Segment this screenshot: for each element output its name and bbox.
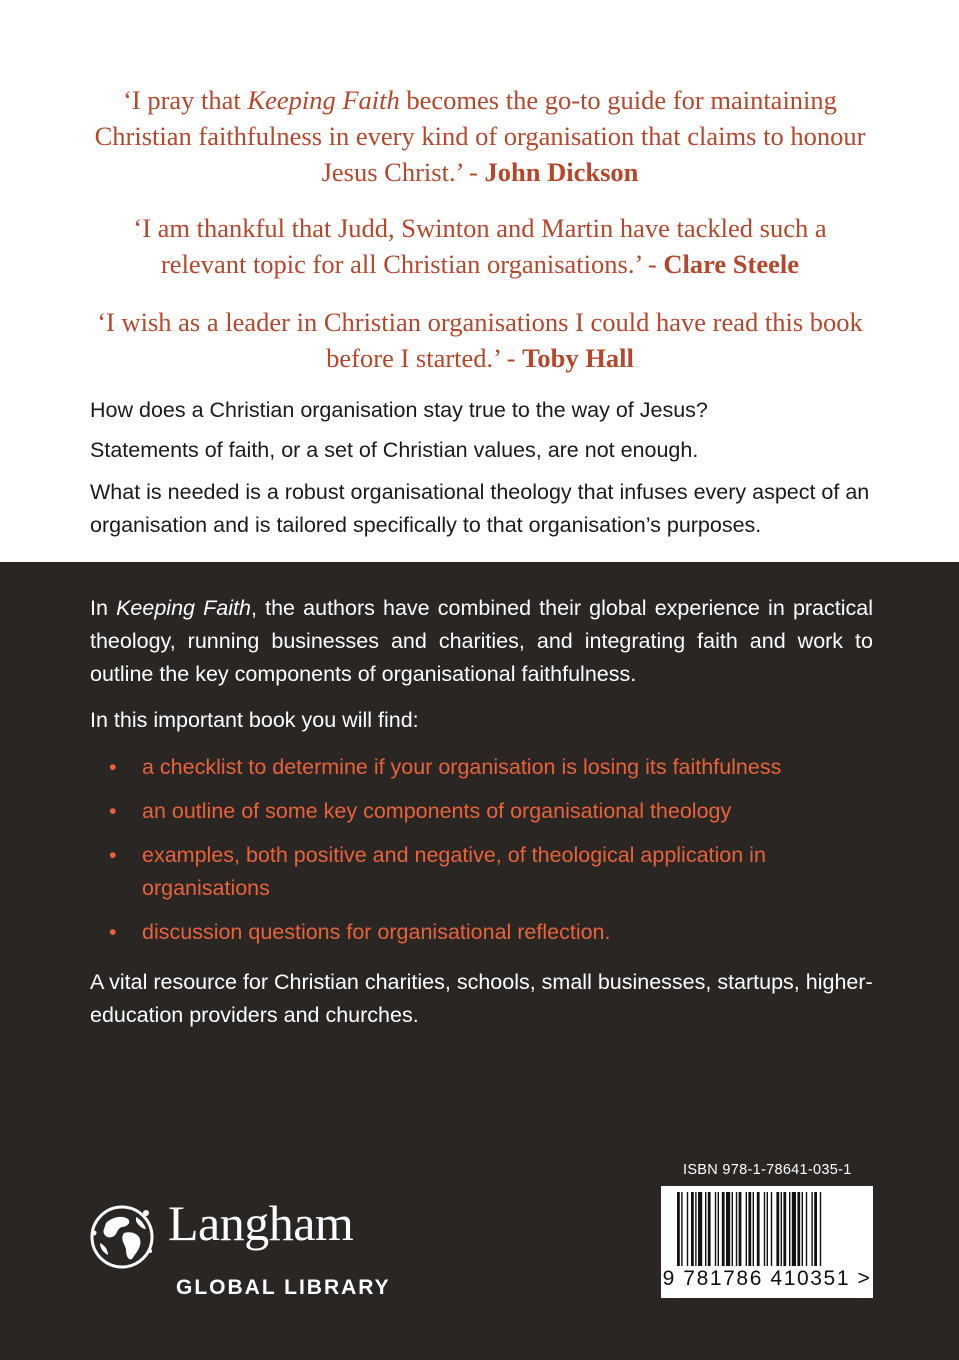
- barcode-bar: [783, 1192, 786, 1266]
- feature-list: [90, 751, 873, 960]
- barcode-bar: [726, 1192, 730, 1266]
- endorsement-quote: [90, 82, 870, 190]
- barcode-bar: [687, 1192, 688, 1266]
- list-item: [90, 916, 873, 949]
- quote-text: ‘I am thankful that Judd, Swinton and Martin have tackled such a relevant topic for all Christian organisations.’ -: [133, 213, 827, 279]
- quote-text: ‘I pray that: [123, 85, 248, 115]
- barcode-bar: [806, 1192, 807, 1266]
- quote-author: Toby Hall: [522, 343, 634, 373]
- barcode-bar: [767, 1192, 768, 1266]
- barcode-bar: [764, 1192, 765, 1266]
- publisher-logo: [88, 1195, 408, 1310]
- list-item-text: an outline of some key components of organisational theology: [142, 799, 732, 823]
- closing-paragraph: A vital resource for Christian charities, schools, small businesses, startups, higher-education providers and churches.: [90, 970, 873, 1027]
- intro-paragraph: Statements of faith, or a set of Christian values, are not enough.: [90, 438, 699, 462]
- barcode-bar: [753, 1192, 754, 1266]
- list-intro: In this important book you will find:: [90, 708, 419, 732]
- description-paragraph: [90, 592, 873, 691]
- quote-text: becomes the go-to guide for maintaining Christian faithfulness in every kind of organisation that claims to honour Jesus Christ.’ -: [94, 85, 866, 187]
- barcode-bar: [811, 1192, 812, 1266]
- barcode-bar: [797, 1192, 800, 1266]
- barcode-bar: [739, 1192, 742, 1266]
- barcode: [661, 1186, 873, 1298]
- book-title-italic: Keeping Faith: [116, 596, 251, 620]
- quote-author: Clare Steele: [663, 249, 800, 279]
- barcode-bar: [715, 1192, 716, 1266]
- barcode-bar: [802, 1192, 803, 1266]
- barcode-bar: [814, 1192, 817, 1266]
- description-text: In: [90, 596, 117, 620]
- quote-text: ‘I wish as a leader in Christian organisations I could have read this book before I started.’ -: [97, 307, 863, 373]
- barcode-bar: [695, 1192, 696, 1266]
- list-item: [90, 795, 873, 828]
- bullet-icon: •: [109, 843, 117, 867]
- barcode-bar: [705, 1192, 706, 1266]
- barcode-bar: [718, 1192, 719, 1266]
- bullet-icon: •: [109, 755, 117, 779]
- list-item-text: examples, both positive and negative, of theological application in organisations: [142, 843, 766, 900]
- barcode-bar: [757, 1192, 760, 1266]
- barcode-bar: [677, 1192, 680, 1266]
- barcode-bar: [771, 1192, 772, 1266]
- list-item-text: discussion questions for organisational reflection.: [142, 920, 611, 944]
- quote-author: John Dickson: [484, 157, 639, 187]
- bullet-icon: •: [109, 799, 117, 823]
- barcode-bar: [789, 1192, 790, 1266]
- list-item: [90, 839, 873, 905]
- globe-icon: [88, 1203, 156, 1271]
- barcode-bar: [820, 1192, 821, 1266]
- barcode-bar: [781, 1192, 782, 1266]
- barcode-bar: [732, 1192, 733, 1266]
- intro-paragraph: What is needed is a robust organisational theology that infuses every aspect of an organisation and is tailored specifically to that organisation’s purposes.: [90, 480, 870, 537]
- endorsement-quote: [90, 210, 870, 282]
- barcode-bar: [792, 1192, 796, 1266]
- barcode-bar: [708, 1192, 711, 1266]
- description-text: , the authors have combined their global experience in practical theology, running businesses and charities, and integrating faith and work to outline the key components of organisational faithfulness.: [90, 596, 874, 686]
- barcode-bar: [736, 1192, 737, 1266]
- book-title-italic: Keeping Faith: [247, 85, 400, 115]
- barcode-digits: 9 781786 410351 >: [662, 1267, 872, 1290]
- isbn-label: ISBN 978-1-78641-035-1: [683, 1162, 852, 1178]
- barcode-bar: [722, 1192, 725, 1266]
- barcode-bar: [746, 1192, 747, 1266]
- list-item: [90, 751, 873, 784]
- barcode-bar: [776, 1192, 779, 1266]
- publisher-subtitle: GLOBAL LIBRARY: [176, 1276, 391, 1299]
- barcode-bar: [681, 1192, 682, 1266]
- endorsement-quote: [90, 304, 870, 376]
- list-item-text: a checklist to determine if your organisation is losing its faithfulness: [142, 755, 782, 779]
- bullet-icon: •: [109, 920, 117, 944]
- publisher-name: Langham: [168, 1195, 354, 1251]
- intro-paragraph: How does a Christian organisation stay true to the way of Jesus?: [90, 398, 708, 422]
- barcode-bar: [748, 1192, 751, 1266]
- barcode-bar: [698, 1192, 702, 1266]
- barcode-bar: [691, 1192, 694, 1266]
